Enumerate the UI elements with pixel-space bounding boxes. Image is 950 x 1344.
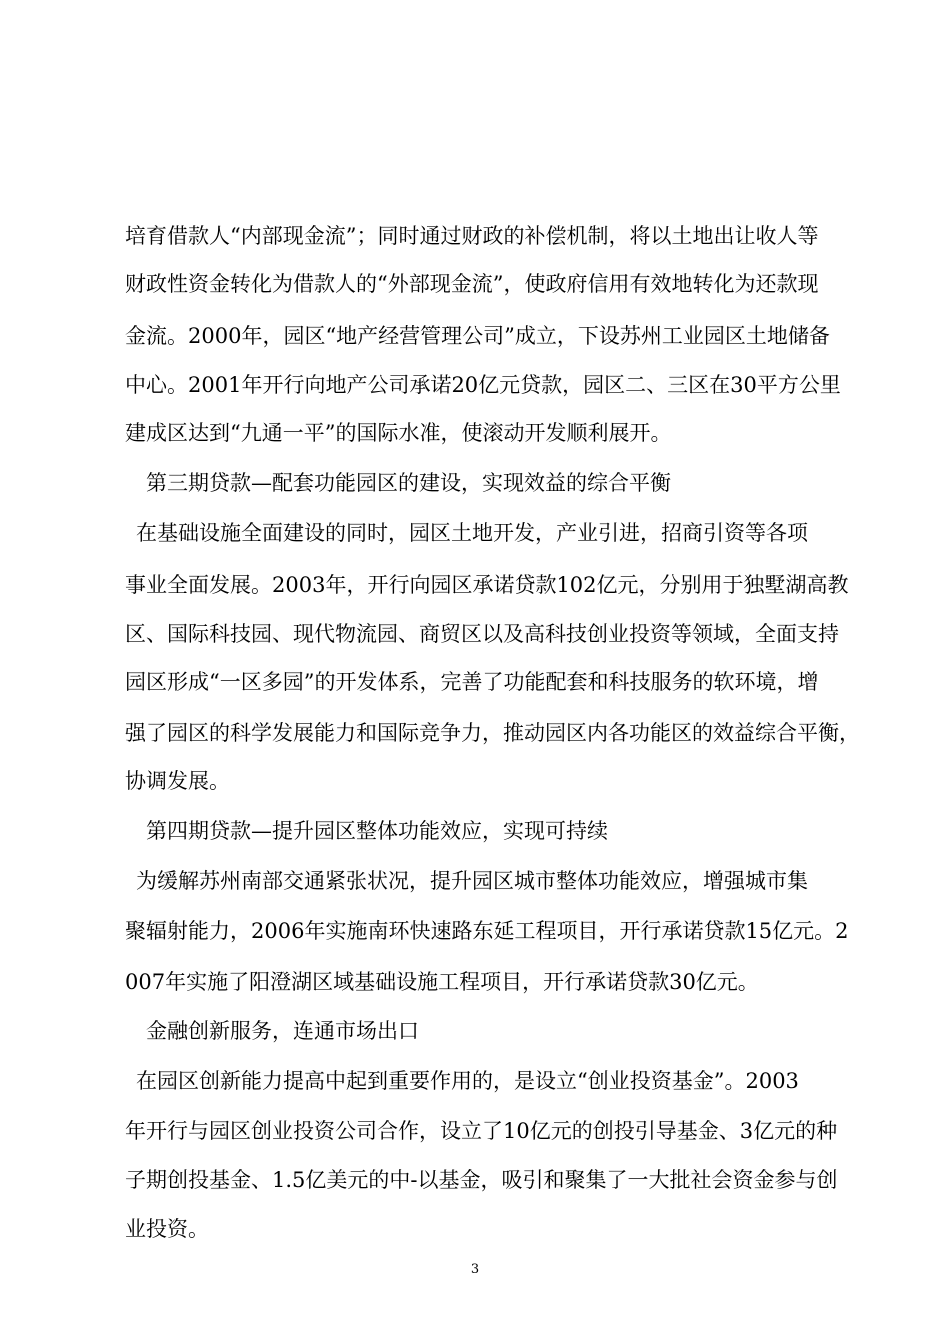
body-text-line: 事业全面发展。2003年，开行向园区承诺贷款102亿元，分别用于独墅湖高教: [125, 573, 849, 597]
body-text-line: 中心。2001年开行向地产公司承诺20亿元贷款，园区二、三区在30平方公里: [125, 373, 841, 397]
body-text-line: 年开行与园区创业投资公司合作，设立了10亿元的创投引导基金、3亿元的种: [125, 1119, 838, 1143]
body-text-line: 在园区创新能力提高中起到重要作用的，是设立“创业投资基金”。2003: [136, 1069, 799, 1093]
body-text-line: 在基础设施全面建设的同时，园区土地开发，产业引进，招商引资等各项: [136, 521, 808, 545]
section-heading: 第三期贷款—配套功能园区的建设，实现效益的综合平衡: [146, 471, 671, 495]
body-text-line: 为缓解苏州南部交通紧张状况，提升园区城市整体功能效应，增强城市集: [136, 869, 808, 893]
body-text-line: 园区形成“一区多园”的开发体系，完善了功能配套和科技服务的软环境，增: [125, 670, 819, 694]
body-text-line: 007年实施了阳澄湖区域基础设施工程项目，开行承诺贷款30亿元。: [125, 970, 759, 994]
body-text-line: 聚辐射能力，2006年实施南环快速路东延工程项目，开行承诺贷款15亿元。2: [125, 919, 849, 943]
body-text-line: 协调发展。: [125, 769, 230, 793]
body-text-line: 业投资。: [125, 1217, 209, 1241]
body-text-line: 金流。2000年，园区“地产经营管理公司”成立，下设苏州工业园区土地储备: [125, 324, 830, 348]
body-text-line: 培育借款人“内部现金流”；同时通过财政的补偿机制，将以土地出让收人等: [125, 224, 819, 248]
page-number: 3: [470, 1262, 480, 1277]
body-text-line: 强了园区的科学发展能力和国际竞争力，推动园区内各功能区的效益综合平衡，: [125, 721, 860, 745]
body-text-line: 区、国际科技园、现代物流园、商贸区以及高科技创业投资等领域，全面支持: [125, 622, 839, 646]
body-text-line: 建成区达到“九通一平”的国际水准，使滚动开发顺利展开。: [125, 421, 672, 445]
body-text-line: 子期创投基金、1.5亿美元的中-以基金，吸引和聚集了一大批社会资金参与创: [125, 1168, 838, 1192]
section-heading: 金融创新服务，连通市场出口: [146, 1019, 419, 1043]
section-heading: 第四期贷款—提升园区整体功能效应，实现可持续: [146, 819, 608, 843]
body-text-line: 财政性资金转化为借款人的“外部现金流”，使政府信用有效地转化为还款现: [125, 272, 819, 296]
